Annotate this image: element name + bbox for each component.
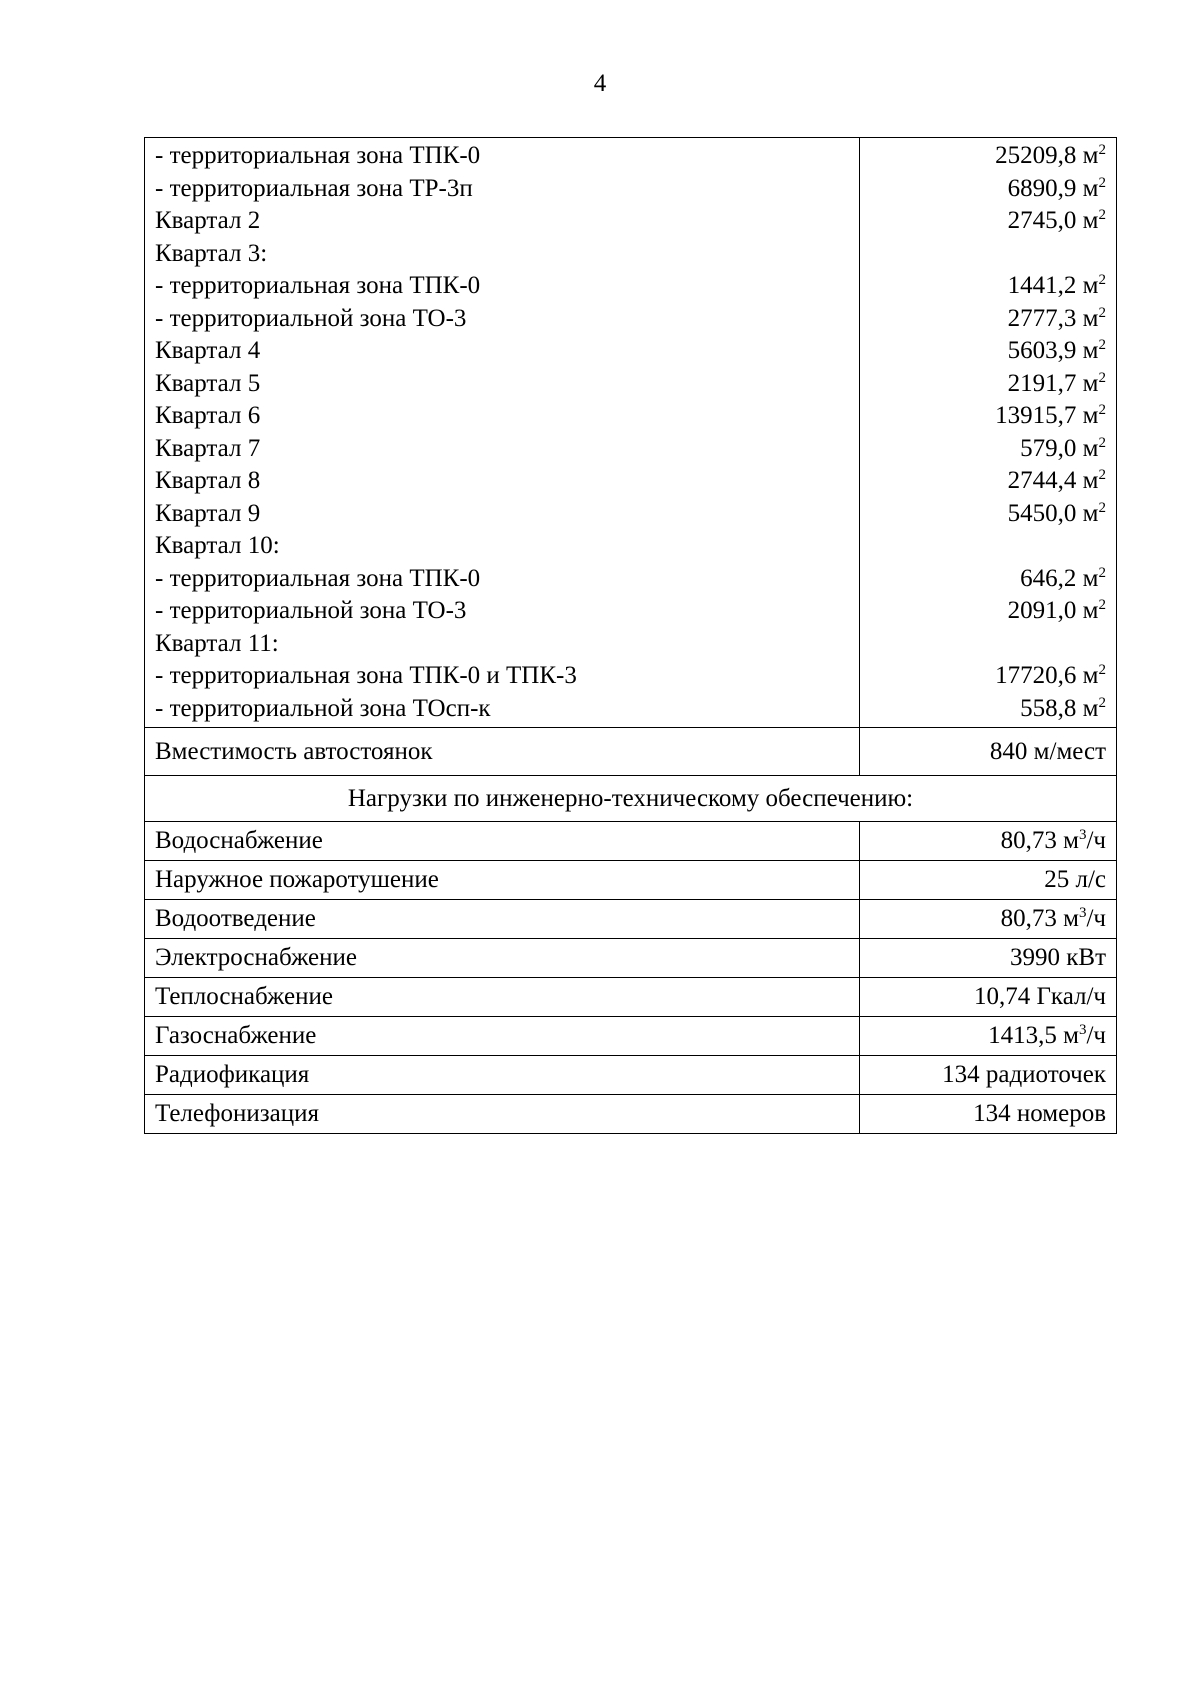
area-value-unit: м — [1082, 174, 1099, 202]
area-value-number: 25209,8 — [995, 142, 1077, 169]
area-row-value — [870, 628, 1106, 661]
area-value-unit: м — [1082, 369, 1099, 397]
load-value-suffix: /ч — [1086, 827, 1106, 854]
loads-heading: Нагрузки по инженерно-техническому обеспечению: — [145, 776, 1117, 822]
area-row-value — [870, 303, 1106, 336]
area-value-unit: м — [1082, 434, 1099, 462]
area-row-value — [870, 173, 1106, 206]
area-row-label: Квартал 2 — [155, 207, 261, 234]
area-row-label: Квартал 6 — [155, 402, 261, 429]
area-value-number: 579,0 — [1020, 434, 1077, 462]
load-value — [860, 978, 1117, 1017]
area-row-value — [870, 595, 1106, 628]
area-value-sup: 2 — [1098, 174, 1106, 191]
area-value-sup: 2 — [1098, 434, 1106, 451]
area-value-unit: м — [1082, 272, 1099, 299]
area-value-sup: 2 — [1098, 142, 1106, 158]
area-value-number: 2744,4 — [1007, 467, 1077, 494]
load-label: Электроснабжение — [145, 939, 860, 978]
load-row — [145, 1017, 1117, 1056]
area-row-value — [870, 205, 1106, 238]
area-value-sup: 2 — [1098, 369, 1106, 386]
area-row-value — [870, 270, 1106, 303]
load-row — [145, 1056, 1117, 1095]
area-value-unit: м — [1082, 337, 1099, 364]
area-row-label: - территориальная зона ТР-3п — [155, 174, 473, 202]
load-value-text: 1413,5 м — [988, 1022, 1079, 1049]
area-value-number: 17720,6 — [995, 662, 1077, 689]
load-value-text: 3990 кВт — [1010, 944, 1106, 971]
area-value-number: 6890,9 — [1007, 174, 1077, 202]
area-value-unit: м — [1082, 304, 1099, 332]
area-value-sup: 2 — [1098, 337, 1106, 353]
area-value-unit: м — [1082, 402, 1099, 429]
load-value-text: 25 л/с — [1044, 866, 1106, 893]
area-row-value — [870, 433, 1106, 466]
area-value-number: 2091,0 — [1007, 597, 1077, 624]
area-value-sup: 2 — [1098, 564, 1106, 581]
area-labels-cell — [145, 138, 860, 728]
area-row-value — [870, 465, 1106, 498]
area-row-label: Квартал 10: — [155, 532, 280, 559]
area-value-number: 13915,7 — [995, 402, 1077, 429]
area-row-value — [870, 693, 1106, 726]
load-value — [860, 1017, 1117, 1056]
area-row-label: Квартал 5 — [155, 369, 261, 397]
area-value-unit: м — [1082, 597, 1099, 624]
area-row-label: - территориальной зона ТОсп-к — [155, 694, 491, 722]
load-label: Телефонизация — [145, 1095, 860, 1134]
area-value-number: 646,2 — [1020, 564, 1077, 592]
load-value — [860, 1095, 1117, 1134]
area-row-value — [870, 660, 1106, 693]
area-row-label: - территориальная зона ТПК-0 — [155, 564, 481, 592]
area-value-sup: 2 — [1098, 207, 1106, 223]
area-row-label: Квартал 8 — [155, 467, 261, 494]
area-row-label: Квартал 4 — [155, 337, 261, 364]
area-row-label: Квартал 9 — [155, 499, 261, 527]
area-row-value — [870, 368, 1106, 401]
load-row — [145, 822, 1117, 861]
area-value-sup: 2 — [1098, 272, 1106, 288]
parking-label: Вместимость автостоянок — [145, 728, 860, 776]
area-row-value — [870, 140, 1106, 173]
area-values-cell — [860, 138, 1117, 728]
parking-row — [145, 728, 1117, 776]
area-value-sup: 2 — [1098, 402, 1106, 418]
area-value-number: 2191,7 — [1007, 369, 1077, 397]
page-number: 4 — [593, 70, 607, 97]
load-value — [860, 861, 1117, 900]
area-value-unit: м — [1082, 467, 1099, 494]
area-value-unit: м — [1082, 694, 1099, 722]
area-value-unit: м — [1082, 564, 1099, 592]
area-value-sup: 2 — [1098, 499, 1106, 516]
area-value-sup: 2 — [1098, 597, 1106, 613]
load-value-text: 10,74 Гкал/ч — [973, 983, 1106, 1010]
load-value-text: 134 номеров — [973, 1100, 1106, 1127]
area-value-unit: м — [1082, 662, 1099, 689]
load-value — [860, 900, 1117, 939]
load-value-text: 80,73 м — [1000, 905, 1079, 932]
load-label: Газоснабжение — [145, 1017, 860, 1056]
area-value-number: 2745,0 — [1007, 207, 1077, 234]
load-value-suffix: /ч — [1086, 905, 1106, 932]
area-row-value — [870, 563, 1106, 596]
area-value-unit: м — [1082, 142, 1099, 169]
parking-value: 840 м/мест — [860, 728, 1117, 776]
area-row-label: Квартал 11: — [155, 629, 279, 657]
load-row — [145, 861, 1117, 900]
load-value — [860, 939, 1117, 978]
load-value-sup: 3 — [1078, 1022, 1087, 1038]
load-value-sup: 3 — [1078, 905, 1087, 921]
area-block-row — [145, 138, 1117, 728]
indicators-table — [144, 137, 1117, 1134]
area-value-unit: м — [1082, 499, 1099, 527]
load-value — [860, 822, 1117, 861]
area-row-label: - территориальная зона ТПК-0 и ТПК-3 — [155, 662, 577, 689]
area-value-sup: 2 — [1098, 467, 1106, 483]
area-value-number: 5603,9 — [1007, 337, 1077, 364]
area-row-value — [870, 498, 1106, 531]
load-value-suffix: /ч — [1086, 1022, 1106, 1049]
load-label: Наружное пожаротушение — [145, 861, 860, 900]
area-value-number: 558,8 — [1020, 694, 1077, 722]
loads-heading-row — [145, 776, 1117, 822]
load-row — [145, 978, 1117, 1017]
load-value — [860, 1056, 1117, 1095]
area-row-label: - территориальной зона ТО-3 — [155, 304, 467, 332]
area-row-label: - территориальной зона ТО-3 — [155, 597, 467, 624]
area-value-sup: 2 — [1098, 694, 1106, 711]
load-value-text: 80,73 м — [1000, 827, 1079, 854]
load-row — [145, 900, 1117, 939]
load-label: Теплоснабжение — [145, 978, 860, 1017]
load-rows — [145, 822, 1117, 1134]
area-row-value — [870, 400, 1106, 433]
load-row — [145, 1095, 1117, 1134]
area-row-label: Квартал 7 — [155, 434, 261, 462]
area-row-value — [870, 335, 1106, 368]
area-value-unit: м — [1082, 207, 1099, 234]
area-value-sup: 2 — [1098, 304, 1106, 321]
load-value-sup: 3 — [1078, 827, 1087, 843]
area-value-sup: 2 — [1098, 662, 1106, 678]
load-label: Водоснабжение — [145, 822, 860, 861]
area-row-label: Квартал 3: — [155, 239, 268, 267]
area-row-label: - территориальная зона ТПК-0 — [155, 272, 481, 299]
area-row-value — [870, 530, 1106, 563]
load-label: Водоотведение — [145, 900, 860, 939]
load-value-text: 134 радиоточек — [942, 1061, 1106, 1088]
area-value-number: 5450,0 — [1007, 499, 1077, 527]
area-row-value — [870, 238, 1106, 271]
area-row-label: - территориальная зона ТПК-0 — [155, 142, 481, 169]
load-label: Радиофикация — [145, 1056, 860, 1095]
area-value-number: 1441,2 — [1007, 272, 1077, 299]
area-value-number: 2777,3 — [1007, 304, 1077, 332]
load-row — [145, 939, 1117, 978]
